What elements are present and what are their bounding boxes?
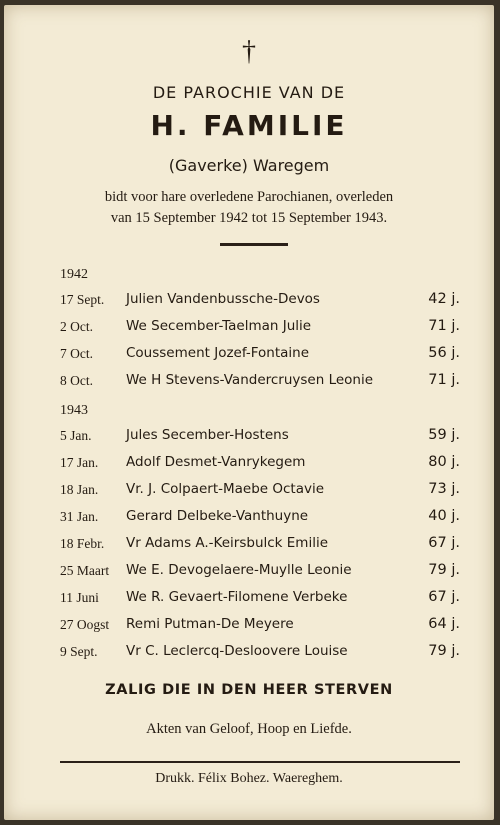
entry-date: 2 Oct. xyxy=(60,319,93,334)
intro-line-1: bidt voor hare overledene Parochianen, overleden xyxy=(104,189,394,205)
entry-age: 42 j. xyxy=(428,291,460,307)
entry-age: 67 j. xyxy=(428,535,460,551)
acts-line: Akten van Geloof, Hoop en Liefde. xyxy=(146,721,352,737)
entry-name: We Secember-Taelman Julie xyxy=(126,318,312,334)
divider-rule xyxy=(220,243,288,246)
entry-date: 18 Jan. xyxy=(60,482,99,497)
list-item xyxy=(60,344,460,364)
list-item xyxy=(60,426,460,446)
year-label-1942: 1942 xyxy=(60,267,88,282)
entry-age: 71 j. xyxy=(428,372,460,388)
entry-date: 7 Oct. xyxy=(60,346,93,361)
entry-name: We E. Devogelaere-Muylle Leonie xyxy=(126,562,352,578)
list-item xyxy=(60,534,460,554)
entry-date: 25 Maart xyxy=(60,563,110,578)
entry-name: Coussement Jozef-Fontaine xyxy=(126,345,310,361)
year-label-1943: 1943 xyxy=(60,403,88,418)
printer-credit: Drukk. Félix Bohez. Waereghem. xyxy=(155,771,343,786)
list-item xyxy=(60,371,460,391)
entry-age: 79 j. xyxy=(428,562,460,578)
list-item xyxy=(60,561,460,581)
memorial-card xyxy=(4,5,494,820)
list-item xyxy=(60,317,460,337)
entry-age: 71 j. xyxy=(428,318,460,334)
entry-name: Remi Putman-De Meyere xyxy=(126,616,294,632)
bottom-divider xyxy=(60,761,460,763)
entry-age: 80 j. xyxy=(428,454,460,470)
entry-date: 18 Febr. xyxy=(60,536,105,551)
entry-name: Adolf Desmet-Vanrykegem xyxy=(126,454,306,470)
entry-age: 59 j. xyxy=(428,427,460,443)
entry-name: Vr Adams A.-Keirsbulck Emilie xyxy=(126,535,329,551)
entry-age: 73 j. xyxy=(428,481,460,497)
entry-age: 79 j. xyxy=(428,643,460,659)
list-item xyxy=(60,453,460,473)
entry-age: 56 j. xyxy=(428,345,460,361)
entry-name: Gerard Delbeke-Vanthuyne xyxy=(126,508,309,524)
list-item xyxy=(60,507,460,527)
entry-name: We R. Gevaert-Filomene Verbeke xyxy=(126,589,348,605)
entry-date: 31 Jan. xyxy=(60,509,99,524)
entry-name: Vr. J. Colpaert-Maebe Octavie xyxy=(126,481,325,497)
entry-name: We H Stevens-Vandercruysen Leonie xyxy=(126,372,374,388)
parish-heading: DE PAROCHIE VAN DE xyxy=(152,83,346,102)
intro-line-2: van 15 September 1942 tot 15 September 1943. xyxy=(110,210,388,226)
parish-title: H. FAMILIE xyxy=(150,109,348,142)
entry-date: 17 Jan. xyxy=(60,455,99,470)
list-item xyxy=(60,480,460,500)
entry-date: 17 Sept. xyxy=(60,292,105,307)
list-item xyxy=(60,615,460,635)
entry-age: 40 j. xyxy=(428,508,460,524)
entry-age: 67 j. xyxy=(428,589,460,605)
entry-name: Vr C. Leclercq-Desloovere Louise xyxy=(126,643,348,659)
list-item xyxy=(60,588,460,608)
entry-date: 8 Oct. xyxy=(60,373,93,388)
cross-icon: † xyxy=(242,36,256,67)
closing-prayer: ZALIG DIE IN DEN HEER STERVEN xyxy=(105,682,393,698)
entry-date: 9 Sept. xyxy=(60,644,98,659)
entry-age: 64 j. xyxy=(428,616,460,632)
parish-location: (Gaverke) Waregem xyxy=(168,156,330,175)
entry-date: 11 Juni xyxy=(60,590,99,605)
entry-name: Jules Secember-Hostens xyxy=(126,427,289,443)
list-item xyxy=(60,290,460,310)
entry-date: 5 Jan. xyxy=(60,428,92,443)
entry-date: 27 Oogst xyxy=(60,617,110,632)
list-item xyxy=(60,642,460,662)
entry-name: Julien Vandenbussche-Devos xyxy=(126,291,320,307)
